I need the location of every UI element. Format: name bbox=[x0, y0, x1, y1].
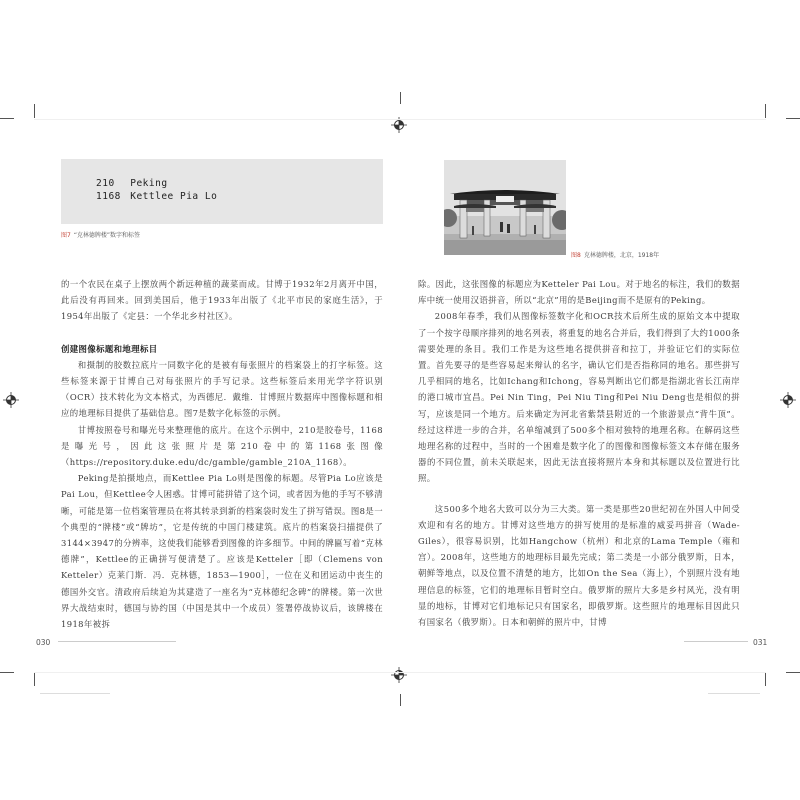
figure-number: 图8 bbox=[571, 252, 581, 259]
archway-photo bbox=[444, 160, 566, 255]
exposure-number: 1168 bbox=[96, 191, 121, 202]
paragraph: 2008年春季，我们从图像标签数字化和OCR技术后所生成的原始文本中提取了一个按字母顺序排列的地名列表，将重复的地名合并后，我们得到了大约1000条需要处理的条目。我们工作是为这些地名提供拼音和拉丁，并验证它们的实际位置。首先要寻的是些容易起来辩认的名字，确认它们是否指称同的地名。那些拼写几乎相同的地名，比如Ichang和Ichong，容易判断出它们都是指湖北省长江南岸的港口城市宜昌。Pei Nin Ting，Pei Niu Ting和Pei Niu Deng也是相似的拼写，应该是同一个地方。后来确定为河北省紫禁县附近的一个旅游景点“背牛顶”。经过这样进一步的合并，名单缩减到了500多个相对独特的地理名称。在解码这些地理名称的过程中，当时的一个困难是数字化了的图像和图像标签文本存储在服务器的不同位置，前未关联起来，因此无法直接将照片本身和其标题以及位置进行比照。 bbox=[418, 311, 740, 484]
crop-mark bbox=[34, 104, 35, 118]
page-number: 030 bbox=[36, 638, 51, 647]
crop-mark bbox=[400, 92, 401, 104]
running-footer-right bbox=[684, 641, 748, 642]
running-footer-left bbox=[58, 641, 176, 642]
crop-mark bbox=[34, 672, 35, 686]
caption-text: “克林德牌楼”数字和标签 bbox=[73, 232, 141, 239]
right-text-column bbox=[418, 276, 740, 630]
registration-mark-icon bbox=[780, 392, 796, 408]
figure-8-caption bbox=[571, 250, 659, 259]
paragraph: 这500多个地名大致可以分为三大类。第一类是那些20世纪初在外国人中间受欢迎和有名的地方。甘博对这些地方的拼写使用的是标准的威妥玛拼音（Wade-Giles），很容易识别，比如Hangchow（杭州）和北京的Lama Temple（雍和宫）。2008年，这些地方的地理标目最先完成；第二类是一小部分俄罗斯，日本，朝鲜等地点，以及位置不清楚的地方，比如On the Sea（海上），个别照片没有地理信息的标签，它们的地理标目暂时空白。俄罗斯的照片大多是乡村风光，没有明显的地标，甘博对它们地标记只有国家名，即俄罗斯。这些照片的地理标目因此只有国家名（俄罗斯）。日本和朝鲜的照片中，甘博 bbox=[418, 503, 740, 628]
label-line bbox=[96, 191, 217, 202]
label-text: Kettlee Pia Lo bbox=[130, 191, 218, 202]
paragraph: 的一个农民在桌子上摆放两个新远种植的蔬菜而成。甘博于1932年2月离开中国，此后没有再回来。回到美国后，他于1933年出版了《北平市民的家庭生活》，于1954年出版了《定县：一个华北乡村社区》。 bbox=[61, 279, 383, 322]
section-heading: 创建图像标题和地理标目 bbox=[61, 343, 158, 354]
roll-number: 210 bbox=[96, 178, 115, 189]
prepress-slug-right bbox=[708, 693, 760, 694]
paragraph: Peking是拍摄地点，而Kettlee Pia Lo则是图像的标题。尽管Pia Lo应该是Pai Lou，但Kettlee令人困惑。甘博可能拼错了这个词，或者因为他的手写不够清晰，可能是第一位档案管理员在将其转录到新的档案袋时发生了拼写错误。图8是一个典型的“牌楼”或“牌坊”，它是传统的中国门楼建筑。底片的档案袋扫描提供了3144×3947的分辨率，这使我们能够看到图像的许多细节。中间的牌匾写着“克林德牌”，Kettlee的正确拼写便清楚了。应该是Ketteler［即（Clemens von Ketteler）克莱门斯．冯．克林德，1853—1900］，一位在义和团运动中丧生的德国外交官。清政府后续迫为其建造了一座名为“克林德纪念碑”的牌楼。第一次世界大战结束时，德国与协约国（中国是其中一个成员）签署停战协议后，该牌楼在1918年被拆 bbox=[61, 473, 383, 630]
trim-line bbox=[34, 119, 766, 120]
crop-mark bbox=[765, 104, 766, 118]
label-line bbox=[96, 178, 168, 189]
prepress-slug-left bbox=[40, 693, 110, 694]
crop-mark bbox=[786, 672, 800, 673]
registration-mark-icon bbox=[3, 392, 19, 408]
left-text-column bbox=[61, 276, 383, 632]
paragraph: 和摄制的胶数拉底片一同数字化的是被有每张照片的档案袋上的打字标签。这些标签来源于甘博自己对每张照片的手写记录。这些标签后来用光学字符识别（OCR）技术转化为文本格式，为西德尼．戴维．甘博照片数据库中图像标题和相应的地理标目提供了基础信息。图7是数字化标签的示例。 bbox=[61, 359, 383, 419]
registration-mark-icon bbox=[391, 667, 407, 683]
figure-7-caption bbox=[61, 230, 140, 239]
crop-mark bbox=[786, 118, 800, 119]
crop-mark bbox=[0, 118, 14, 119]
label-text: Peking bbox=[130, 178, 168, 189]
paragraph: 甘博按照卷号和曝光号来整理他的底片。在这个示例中，210是胶卷号，1168是曝光号，因此这张照片是第210卷中的第1168张图像（https://repository.duke.edu/dc/gamble/gamble_210A_1168）。 bbox=[61, 424, 383, 468]
paragraph: 除。因此，这张图像的标题应为Ketteler Pai Lou。对于地名的标注，我们的数据库中统一使用汉语拼音，所以“北京”用的是Beijing而不是原有的Peking。 bbox=[418, 279, 740, 306]
caption-text: 克林德牌楼，北京，1918年 bbox=[583, 252, 660, 259]
trim-line bbox=[34, 672, 766, 673]
crop-mark bbox=[400, 694, 401, 706]
crop-mark bbox=[765, 672, 766, 686]
crop-mark bbox=[0, 672, 14, 673]
page-number: 031 bbox=[753, 638, 768, 647]
figure-7-label-card bbox=[61, 159, 383, 224]
figure-number: 图7 bbox=[61, 232, 71, 239]
